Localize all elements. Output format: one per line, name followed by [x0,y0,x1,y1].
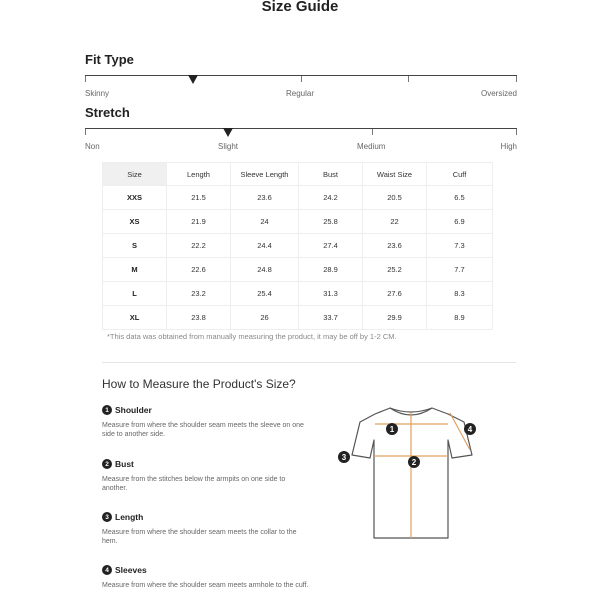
size-table [102,162,493,330]
number-badge-icon: 2 [102,459,112,469]
fit-type-marker [188,75,198,84]
measure-title: Shoulder [115,405,152,415]
size-cell: M [103,258,167,282]
marker-1-label: 1 [389,425,395,434]
value-cell: 24.4 [231,234,299,258]
value-cell: 25.4 [231,282,299,306]
value-cell: 23.6 [231,186,299,210]
value-cell: 20.5 [363,186,427,210]
value-cell: 29.9 [363,306,427,330]
fit-type-label: Fit Type [85,52,134,67]
value-cell: 23.8 [167,306,231,330]
size-cell: S [103,234,167,258]
marker-2-label: 2 [411,458,417,467]
stretch-label: Stretch [85,105,130,120]
fit-option-regular: Regular [286,89,315,98]
value-cell: 27.6 [363,282,427,306]
value-cell: 24.2 [299,186,363,210]
value-cell: 22 [363,210,427,234]
page-title: Size Guide [261,0,339,15]
number-badge-icon: 3 [102,512,112,522]
number-badge-icon: 1 [102,405,112,415]
col-cuff: Cuff [427,163,493,186]
value-cell: 8.9 [427,306,493,330]
table-row [103,258,493,282]
value-cell: 24 [231,210,299,234]
value-cell: 23.2 [167,282,231,306]
marker-3-label: 3 [341,453,347,462]
size-cell: XS [103,210,167,234]
value-cell: 28.9 [299,258,363,282]
value-cell: 21.5 [167,186,231,210]
marker-4-label: 4 [467,425,473,434]
stretch-option-non: Non [85,142,100,151]
size-cell: L [103,282,167,306]
measure-title: Bust [115,459,134,469]
value-cell: 25.8 [299,210,363,234]
measure-title: Length [115,512,144,522]
measure-item-shoulder [102,405,312,439]
value-cell: 23.6 [363,234,427,258]
table-row [103,210,493,234]
measure-item-bust [102,459,312,493]
measure-desc: Measure from the stitches below the armpits on one side to another. [102,476,286,492]
value-cell: 24.8 [231,258,299,282]
col-waist-size: Waist Size [363,163,427,186]
how-to-measure-title: How to Measure the Product's Size? [102,377,296,391]
value-cell: 27.4 [299,234,363,258]
fit-option-oversized: Oversized [480,89,517,98]
value-cell: 7.3 [427,234,493,258]
value-cell: 7.7 [427,258,493,282]
table-row [103,306,493,330]
stretch-option-high: High [500,142,517,151]
table-row [103,282,493,306]
fit-type-scale [85,75,517,83]
value-cell: 8.3 [427,282,493,306]
stretch-option-slight: Slight [218,142,239,151]
table-row [103,234,493,258]
col-length: Length [167,163,231,186]
divider [102,362,516,363]
stretch-marker [223,128,233,137]
size-cell: XL [103,306,167,330]
value-cell: 6.9 [427,210,493,234]
value-cell: 22.2 [167,234,231,258]
measure-title: Sleeves [115,565,147,575]
value-cell: 31.3 [299,282,363,306]
col-bust: Bust [299,163,363,186]
measure-item-sleeves [102,565,312,590]
table-row [103,186,493,210]
measurement-note: *This data was obtained from manually measuring the product, it may be off by 1-2 CM. [107,332,397,341]
value-cell: 21.9 [167,210,231,234]
measure-desc: Measure from where the shoulder seam meets the sleeve on one side to another side. [102,422,304,438]
value-cell: 6.5 [427,186,493,210]
measure-item-length [102,512,312,546]
tshirt-diagram-icon [330,400,490,550]
col-size: Size [103,163,167,186]
tshirt-outline [352,408,472,538]
number-badge-icon: 4 [102,565,112,575]
value-cell: 25.2 [363,258,427,282]
measure-desc: Measure from where the shoulder seam meets armhole to the cuff. [102,582,309,589]
table-header-row [103,163,493,186]
fit-option-skinny: Skinny [85,89,110,98]
size-cell: XXS [103,186,167,210]
col-sleeve-length: Sleeve Length [231,163,299,186]
stretch-scale [85,128,517,136]
stretch-option-medium: Medium [357,142,386,151]
value-cell: 33.7 [299,306,363,330]
value-cell: 22.6 [167,258,231,282]
measure-desc: Measure from where the shoulder seam meets the collar to the hem. [102,529,297,545]
value-cell: 26 [231,306,299,330]
